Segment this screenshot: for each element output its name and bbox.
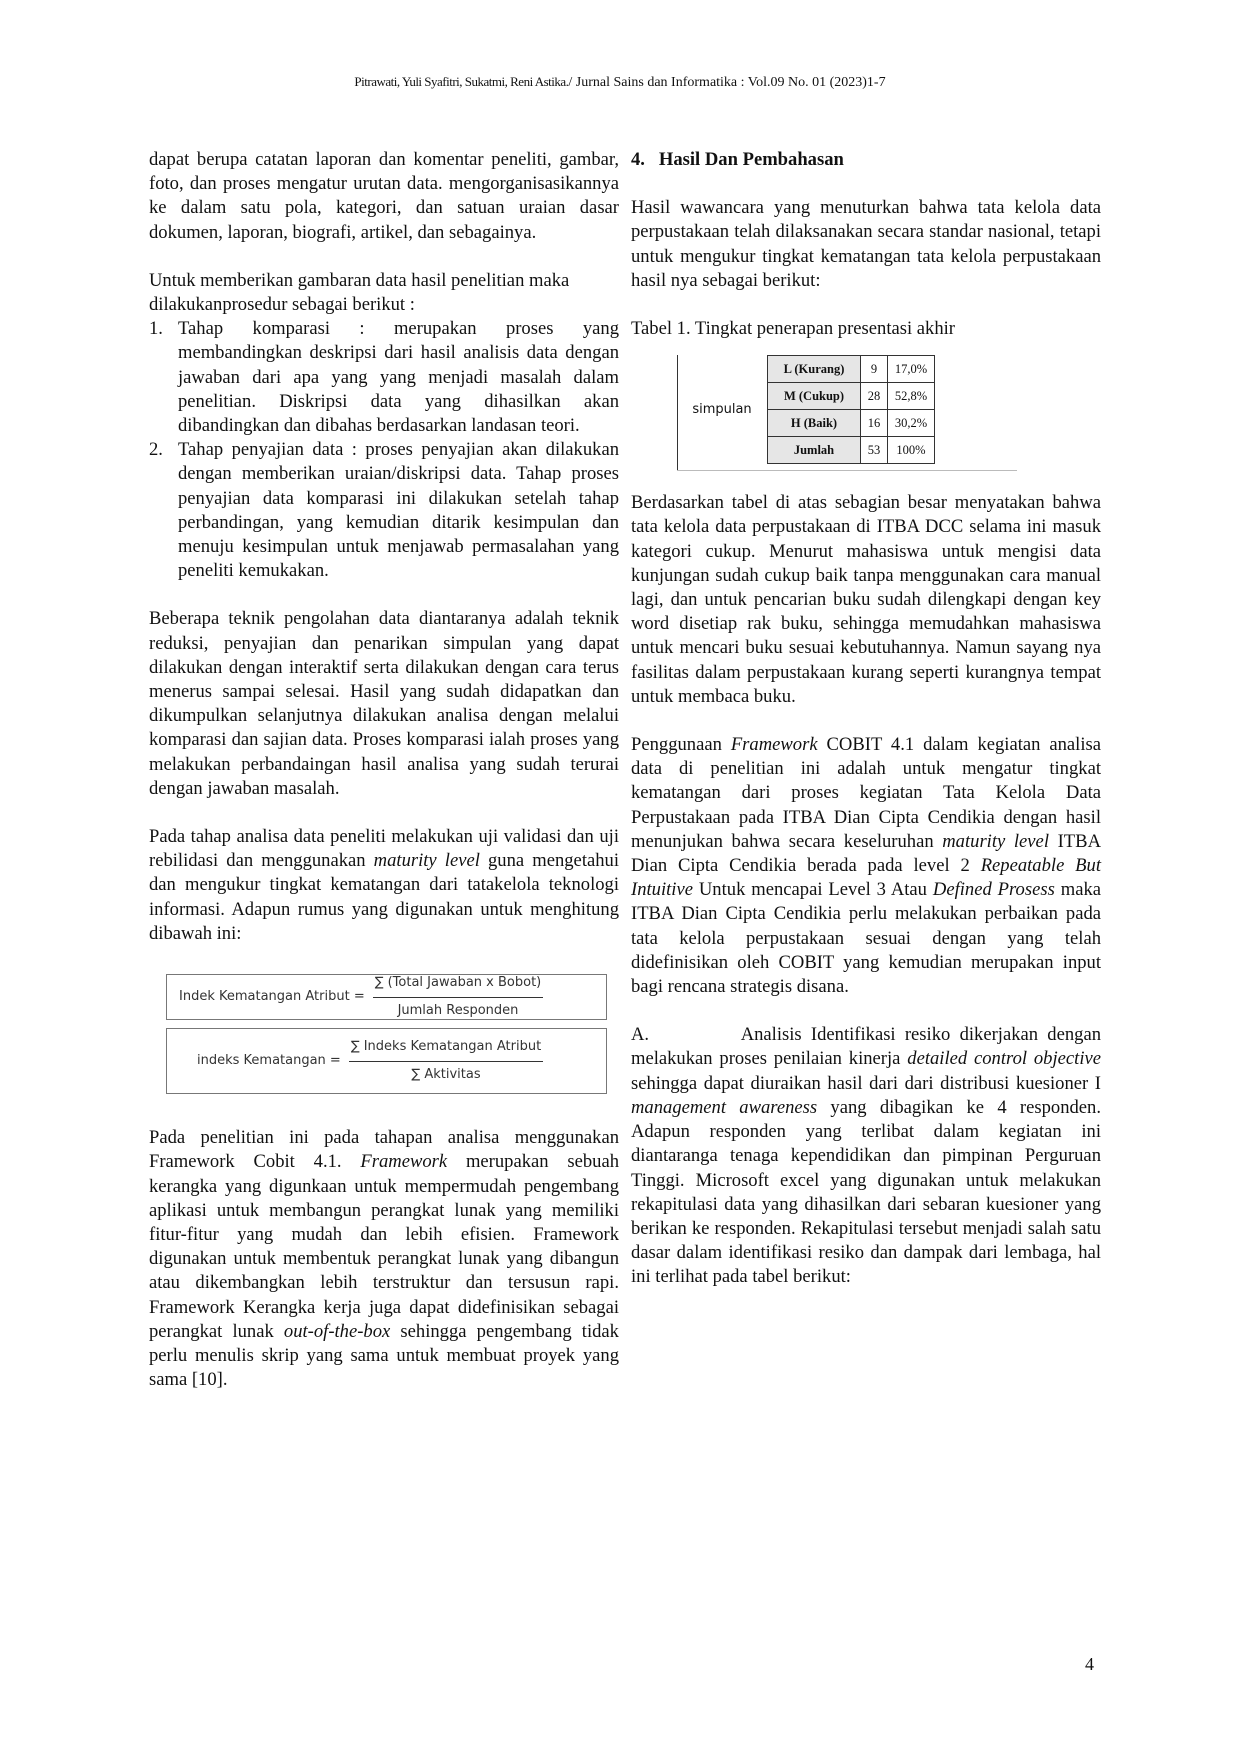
results-table	[677, 355, 935, 464]
formula-figure	[149, 964, 619, 1114]
procedure-list	[149, 317, 619, 583]
table-cell: L (Kurang)	[768, 356, 861, 383]
table-cell: 52,8%	[888, 383, 935, 410]
table-cell: 53	[861, 437, 888, 464]
list-text: Tahap komparasi : merupakan proses yang membandingkan deskripsi dari hasil analisis data dengan jawaban dari apa yang yang menjadi masalah dalam penelitian. Diskripsi data yang dihasilkan akan dibandingkan dan dibahas berdasarkan landasan teori.	[178, 318, 619, 437]
table-cell: H (Baik)	[768, 410, 861, 437]
formula-label: indeks Kematangan =	[197, 1052, 341, 1068]
paragraph: Pada tahap analisa data peneliti melakukan uji validasi dan uji rebilidasi dan menggunakan maturity level guna mengetahui dan mengukur tingkat kematangan dari tatakelola teknologi informasi. Adapun rumus yang digunakan untuk menghitung dibawah ini:	[149, 826, 619, 944]
table-category: simpulan	[677, 356, 768, 464]
right-column	[631, 148, 1106, 1290]
paragraph: Hasil wawancara yang menuturkan bahwa tata kelola data perpustakaan telah dilaksanakan secara standar nasional, tetapi untuk mengukur tingkat kematangan tata kelola perpustakaan hasil nya sebagai berikut:	[631, 197, 1101, 291]
paragraph: Pada penelitian ini pada tahapan analisa menggunakan Framework Cobit 4.1. Framework merupakan sebuah kerangka yang digunkaan untuk mempermudah pengembang aplikasi untuk membangun perangkat lunak yang memiliki fitur-fitur yang mudah dan lebih efisien. Framework digunakan untuk membentuk perangkat lunak yang dibangun atau dikembangkan lebih terstruktur dan tersusun rapi. Framework Kerangka kerja juga dapat didefinisikan sebagai perangkat lunak out-of-the-box sehingga pengembang tidak perlu menulis skrip yang sama untuk membuat proyek yang sama [10].	[149, 1127, 619, 1391]
table-cell: 28	[861, 383, 888, 410]
formula-denominator: ∑ Aktivitas	[411, 1066, 481, 1082]
formula-numerator: ∑ (Total Jawaban x Bobot)	[373, 971, 544, 997]
paragraph: Berdasarkan tabel di atas sebagian besar menyatakan bahwa tata kelola data perpustakaan di ITBA DCC selama ini masuk kategori cukup. Menurut mahasiswa untuk mengisi data kunjungan sudah cukup baik tanpa menggunakan cara manual lagi, dan untuk pencarian buku sudah dilengkapi dengan key word disetiap rak buku, sehingga memudahkan mahasiswa untuk mencari buku sesuai kebutuhannya. Namun sayang nya fasilitas dalam perpustakaan kurang seperti kurangnya tempat untuk membaca buku.	[631, 492, 1101, 707]
paragraph: Penggunaan Framework COBIT 4.1 dalam kegiatan analisa data di penelitian ini adalah untuk mengatur tingkat kematangan dari proses kegiatan Tata Kelola Data Perpustakaan pada ITBA Dian Cipta Cendikia dengan hasil menunjukan bahwa secara keseluruhan maturity level ITBA Dian Cipta Cendikia berada pada level 2 Repeatable But Intuitive Untuk mencapai Level 3 Atau Defined Prosess maka ITBA Dian Cipta Cendikia perlu melakukan perbaikan pada tata kelola perpustakaan sesuai dengan yang telah didefinisikan oleh COBIT yang kemudian merupakan input bagi rencana strategis disana.	[631, 734, 1102, 998]
table-caption: Tabel 1. Tingkat penerapan presentasi akhir	[631, 318, 956, 340]
formula-numerator: ∑ Indeks Kematangan Atribut	[349, 1035, 543, 1061]
results-table-figure	[631, 341, 1101, 491]
table-row	[677, 356, 935, 383]
table-border	[677, 355, 678, 470]
list-item	[149, 438, 619, 583]
running-header	[0, 74, 1240, 91]
table-cell: 9	[861, 356, 888, 383]
paragraph: Untuk memberikan gambaran data hasil penelitian maka dilakukanprosedur sebagai berikut :	[149, 269, 570, 316]
formula-label: Indek Kematangan Atribut =	[179, 988, 365, 1004]
header-journal: / Jurnal Sains dan Informatika : Vol.09 No. 01 (2023)1-7	[568, 75, 886, 90]
formula-fraction	[349, 1035, 543, 1086]
left-column	[149, 148, 619, 1392]
formula-maturity-index	[166, 1028, 607, 1094]
paragraph: A. Analisis Identifikasi resiko dikerjakan dengan melakukan proses penilaian kinerja detailed control objective sehingga dapat diuraikan hasil dari dari distribusi kuesioner I management awareness yang dibagikan ke 4 responden. Adapun responden yang terlibat dalam kegiatan ini diantaranga tenaga kependidikan dan pimpinan Perguruan Tinggi. Microsoft excel yang digunakan untuk melakukan rekapitulasi data yang dihasilkan dari sebaran kuesioner yang berikan ke responden. Rekapitulasi tersebut menjadi salah satu dasar dalam identifikasi resiko dan dampak dari lembaga, hal ini terlihat pada tabel berikut:	[631, 1024, 1106, 1288]
list-number: 1.	[149, 318, 163, 340]
formula-fraction	[373, 971, 544, 1022]
page-number: 4	[1085, 1654, 1094, 1674]
list-item	[149, 317, 619, 438]
table-cell: 16	[861, 410, 888, 437]
table-cell: Jumlah	[768, 437, 861, 464]
table-cell: M (Cukup)	[768, 383, 861, 410]
paragraph: dapat berupa catatan laporan dan komentar peneliti, gambar, foto, dan proses mengatur urutan data. mengorganisasikannya ke dalam satu pola, kategori, dan satuan uraian dasar dokumen, laporan, biografi, artikel, dan sebagainya.	[149, 149, 619, 243]
table-border	[677, 470, 1017, 471]
table-cell: 30,2%	[888, 410, 935, 437]
table-cell: 17,0%	[888, 356, 935, 383]
header-authors: Pitrawati, Yuli Syafitri, Sukatmi, Reni Astika.	[354, 74, 569, 89]
list-text: Tahap penyajian data : proses penyajian akan dilakukan dengan memberikan uraian/diskripsi data. Tahap proses penyajian data komparasi ini dilakukan setelah tahap perbandingan, yang kemudian ditarik kesimpulan dan menuju kesimpulan untuk menjawab permasalahan yang peneliti kemukakan.	[178, 439, 619, 582]
list-number: 2.	[149, 439, 163, 461]
section-title: 4. Hasil Dan Pembahasan	[631, 149, 844, 170]
formula-denominator: Jumlah Responden	[397, 1002, 519, 1018]
table-cell: 100%	[888, 437, 935, 464]
formula-attribute-maturity	[166, 974, 607, 1020]
paragraph: Beberapa teknik pengolahan data diantaranya adalah teknik reduksi, penyajian dan penarikan simpulan yang dapat dilakukan dengan interaktif serta dilakukan dengan cara terus menerus sampai selesai. Hasil yang sudah didapatkan dan dikumpulkan selanjutnya dilakukan analisa dengan melalui komparasi dan sajian data. Proses komparasi ialah proses yang melakukan perbandaingan hasil analisa yang sudah terurai dengan jawaban masalah.	[149, 608, 619, 799]
